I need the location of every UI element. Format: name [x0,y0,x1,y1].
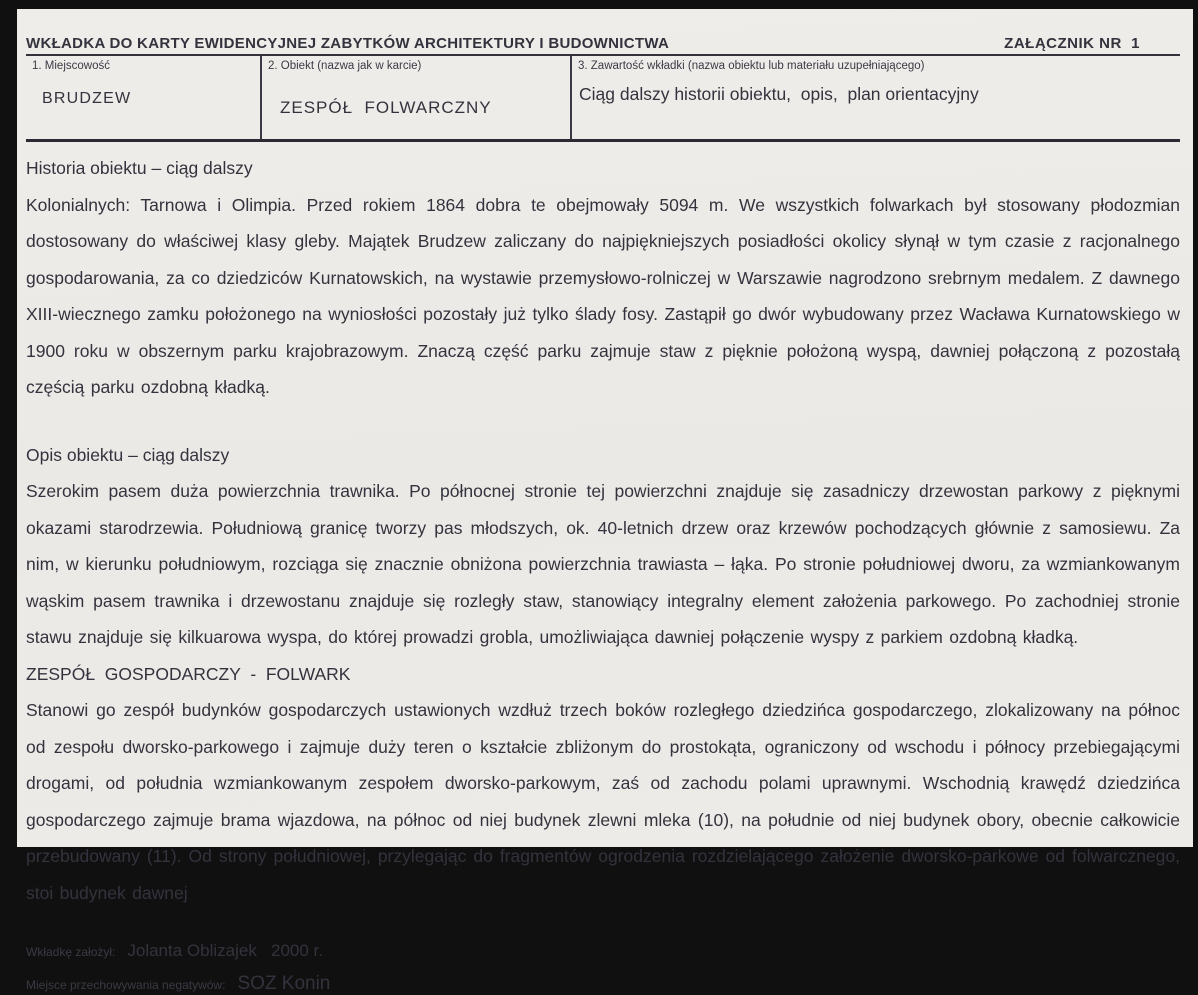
negatives-row [26,973,1180,995]
identification-table [26,56,1180,142]
negatives-value: SOZ Konin [237,973,331,994]
farm-heading: ZESPÓŁ GOSPODARCZY - FOLWARK [26,663,351,684]
document-header [26,35,1180,56]
description-heading: Opis obiektu – ciąg dalszy [26,444,230,465]
document-body [26,150,1180,911]
document-footer [26,941,1180,995]
description-section [26,437,1180,656]
page-title: WKŁADKA DO KARTY EWIDENCYJNEJ ZABYTKÓW ARCHITEKTURY I BUDOWNICTWA [26,35,670,52]
founder-label: Wkładkę założył: [26,945,116,959]
founder-value: Jolanta Oblizajek 2000 r. [127,941,323,960]
document-sheet [17,9,1193,994]
locality-label: 1. Miejscowość [32,60,110,72]
object-label: 2. Obiekt (nazwa jak w karcie) [268,60,422,72]
description-paragraph: Szerokim pasem duża powierzchnia trawnika. Po północnej stronie tej powierzchni znajduje się zasadniczy drzewostan parkowy z pięknymi okazami starodrzewia. Południową granicę tworzy pas młodszych, ok. 40-letnich drzew oraz krzewów pochodzących głównie z samosiewu. Za nim, w kierunku południowym, rozciąga się znacznie obniżona powierzchnia trawiasta – łąka. Po stronie południowej dworu, za wzmiankowanym wąskim pasem trawnika i drzewostanu znajduje się rozległy staw, stanowiący integralny element założenia parkowego. Po zachodniej stronie stawu znajduje się kilkuarowa wyspa, do której prowadzi grobla, umożliwiająca dawniej połączenie wyspy z parkiem ozdobną kładką. [26,481,1180,647]
farm-paragraph: Stanowi go zespół budynków gospodarczych ustawionych wzdłuż trzech boków rozległego dziedzińca gospodarczego, zlokalizowany na północ od zespołu dworsko-parkowego i zajmuje duży teren o kształcie zbliżonym do prostokąta, ograniczony od wschodu i północy przebiegającymi drogami, od południa wzmiankowanym zespołem dworsko-parkowym, zaś od zachodu polami uprawnymi. Wschodnią krawędź dziedzińca gospodarczego zajmuje brama wjazdowa, na północ od niej budynek zlewni mleka (10), na południe od niej budynek obory, obecnie całkowicie przebudowany (11). Od strony południowej, przylegając do fragmentów ogrodzenia rozdzielającego założenie dworsko-parkowe od folwarcznego, stoi budynek dawnej [26,700,1180,903]
table-cell-contents [572,56,1180,139]
farm-section [26,656,1180,912]
contents-value: Ciąg dalszy historii obiektu, opis, plan orientacyjny [579,84,979,104]
history-heading: Historia obiektu – ciąg dalszy [26,158,253,178]
table-cell-object [260,56,572,139]
object-value: ZESPÓŁ FOLWARCZNY [280,98,492,117]
founder-row [26,941,1180,961]
table-cell-locality [26,56,260,139]
history-section [26,150,1180,406]
history-paragraph: Kolonialnych: Tarnowa i Olimpia. Przed rokiem 1864 dobra te obejmowały 5094 m. We wszystkich folwarkach był stosowany płodozmian dostosowany do właściwej klasy gleby. Majątek Brudzew zaliczany do najpiękniejszych posiadłości okolicy słynął w tym czasie z racjonalnego gospodarowania, za co dziedziców Kurnatowskich, na wystawie przemysłowo-rolniczej w Warszawie nagrodzono srebrnym medalem. Z dawnego XIII-wiecznego zamku położonego na wyniosłości pozostały już tylko ślady fosy. Zastąpił go dwór wybudowany przez Wacława Kurnatowskiego w 1900 roku w obszernym parku krajobrazowym. Znaczą część parku zajmuje staw z pięknie położoną wyspą, dawniej połączoną z pozostałą częścią parku ozdobną kładką. [26,194,1180,397]
locality-value: BRUDZEW [42,90,132,107]
contents-label: 3. Zawartość wkładki (nazwa obiektu lub materiału uzupełniającego) [578,60,925,72]
annex-number: ZAŁĄCZNIK NR 1 [1004,35,1140,52]
negatives-label: Miejsce przechowywania negatywów: [26,978,226,992]
